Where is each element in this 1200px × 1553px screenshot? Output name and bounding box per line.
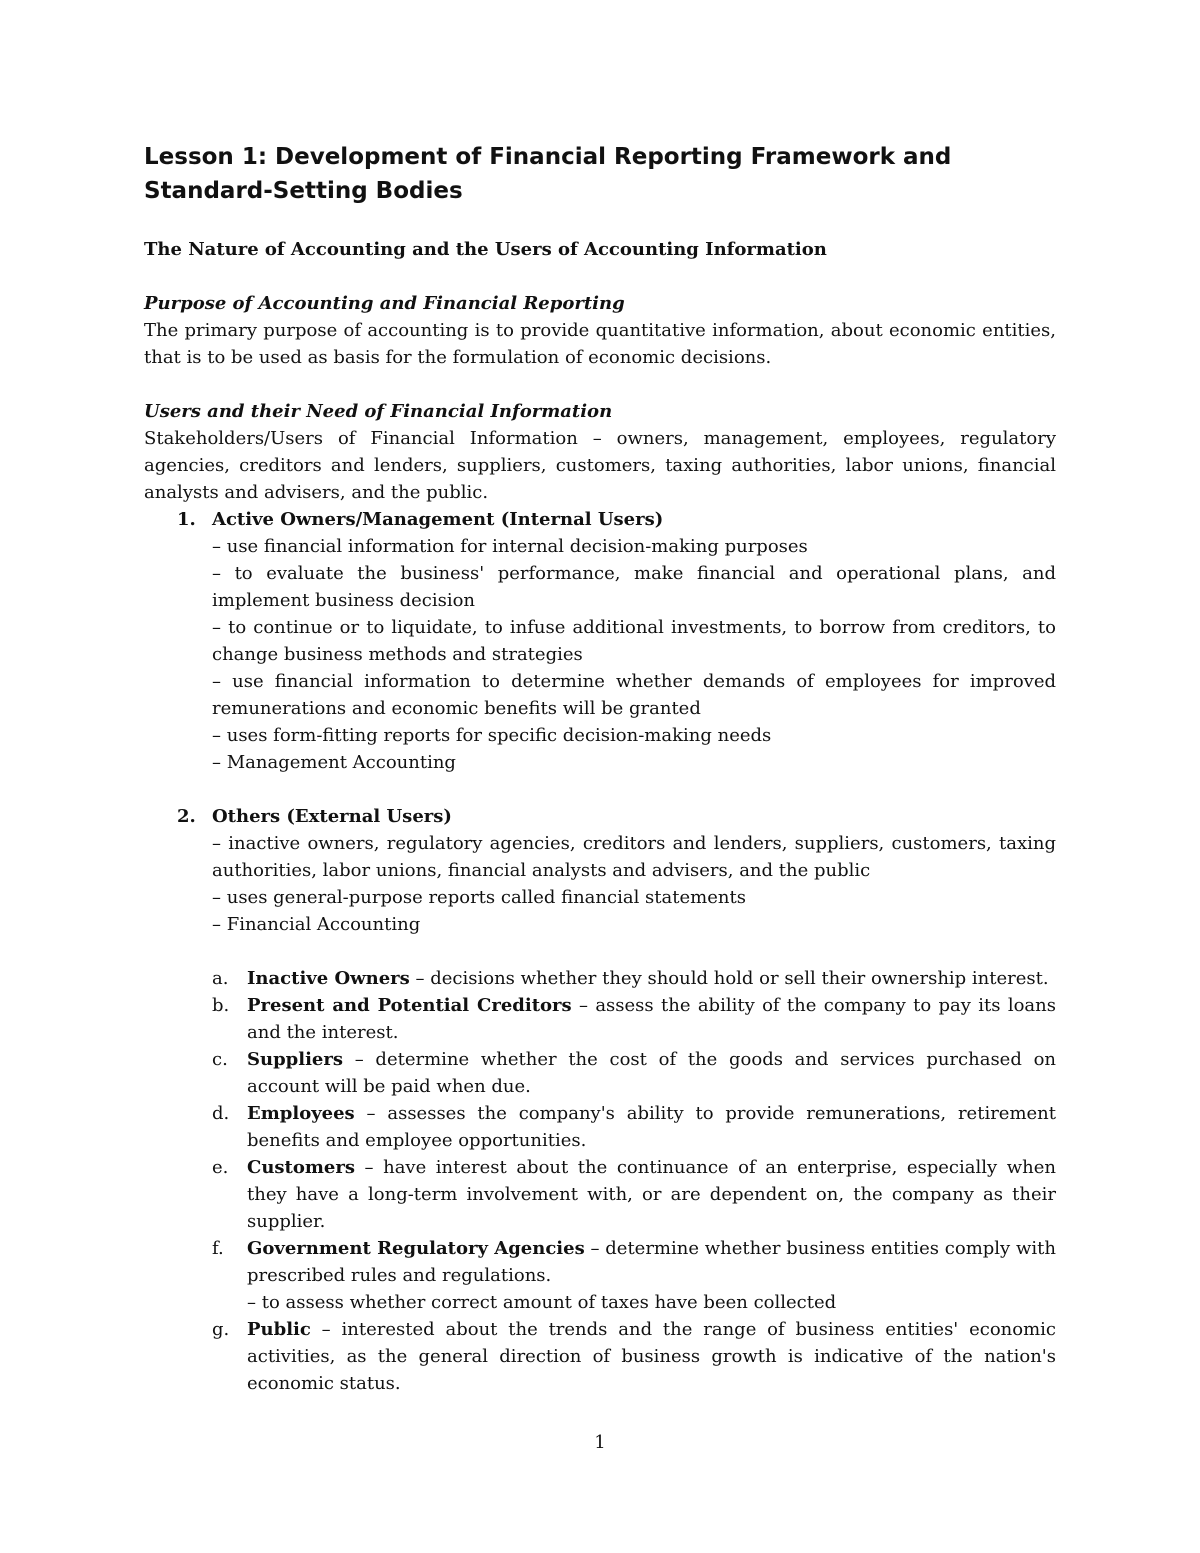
purpose-heading: Purpose of Accounting and Financial Reporting (144, 293, 625, 314)
user-group-external (144, 803, 1056, 938)
external-user-item (144, 1100, 1056, 1154)
list-line: – to evaluate the business' performance, make financial and operational plans, and implement business decision (212, 563, 1056, 611)
external-user-item (144, 1316, 1056, 1397)
list-marker: e. (212, 1157, 229, 1178)
list-marker: f. (212, 1238, 224, 1259)
external-user-item (144, 992, 1056, 1046)
list-marker: a. (212, 968, 229, 989)
external-user-item (144, 1154, 1056, 1235)
user-group-internal (144, 506, 1056, 776)
list-marker: 2. (177, 806, 196, 827)
list-marker: 1. (177, 509, 196, 530)
list-marker: d. (212, 1103, 230, 1124)
external-user-desc: – determine whether business entities comply with prescribed rules and regulations. (247, 1238, 1056, 1286)
external-user-desc: – assess the ability of the company to pay its loans and the interest. (247, 995, 1056, 1043)
list-marker: c. (212, 1049, 228, 1070)
list-marker: b. (212, 995, 230, 1016)
list-line: – uses general-purpose reports called financial statements (212, 887, 746, 908)
external-user-term: Employees (247, 1103, 355, 1124)
list-line: – Financial Accounting (212, 914, 421, 935)
external-user-extra: – to assess whether correct amount of taxes have been collected (247, 1292, 837, 1313)
list-line: – use financial information to determine whether demands of employees for improved remunerations and economic benefits will be granted (212, 671, 1056, 719)
external-user-desc: – have interest about the continuance of an enterprise, especially when they have a long-term involvement with, or are dependent on, the company as their supplier. (247, 1157, 1056, 1232)
external-user-term: Present and Potential Creditors (247, 995, 572, 1016)
purpose-text: The primary purpose of accounting is to provide quantitative information, about economic entities, that is to be used as basis for the formulation of economic decisions. (144, 320, 1056, 368)
list-line: – inactive owners, regulatory agencies, creditors and lenders, suppliers, customers, taxing authorities, labor unions, financial analysts and advisers, and the public (212, 833, 1056, 881)
users-intro: Stakeholders/Users of Financial Information – owners, management, employees, regulatory agencies, creditors and lenders, suppliers, customers, taxing authorities, labor unions, financial analysts and advisers, and the public. (144, 428, 1056, 503)
list-marker: g. (212, 1319, 230, 1340)
external-user-item (144, 965, 1056, 992)
list-line: – to continue or to liquidate, to infuse additional investments, to borrow from creditors, to change business methods and strategies (212, 617, 1056, 665)
user-group-title: Active Owners/Management (Internal Users) (212, 509, 664, 530)
external-user-item (144, 1235, 1056, 1316)
external-user-desc: – interested about the trends and the range of business entities' economic activities, as the general direction of business growth is indicative of the nation's economic status. (247, 1319, 1056, 1394)
external-user-term: Suppliers (247, 1049, 344, 1070)
external-user-item (144, 1046, 1056, 1100)
external-user-term: Customers (247, 1157, 355, 1178)
page-content (144, 140, 1056, 1397)
external-user-term: Inactive Owners (247, 968, 410, 989)
users-heading: Users and their Need of Financial Information (144, 401, 613, 422)
external-user-desc: – determine whether the cost of the goods and services purchased on account will be paid when due. (247, 1049, 1056, 1097)
lesson-title: Lesson 1: Development of Financial Reporting Framework and Standard-Setting Bodies (144, 144, 952, 204)
external-user-desc: – assesses the company's ability to provide remunerations, retirement benefits and employee opportunities. (247, 1103, 1056, 1151)
list-line: – use financial information for internal decision-making purposes (212, 536, 808, 557)
user-group-title: Others (External Users) (212, 806, 452, 827)
page-number: 1 (594, 1432, 606, 1453)
external-user-term: Government Regulatory Agencies (247, 1238, 585, 1259)
list-line: – Management Accounting (212, 752, 456, 773)
external-user-term: Public (247, 1319, 311, 1340)
external-user-desc: – decisions whether they should hold or sell their ownership interest. (409, 968, 1049, 989)
section-heading: The Nature of Accounting and the Users of Accounting Information (144, 239, 827, 260)
list-line: – uses form-fitting reports for specific decision-making needs (212, 725, 772, 746)
